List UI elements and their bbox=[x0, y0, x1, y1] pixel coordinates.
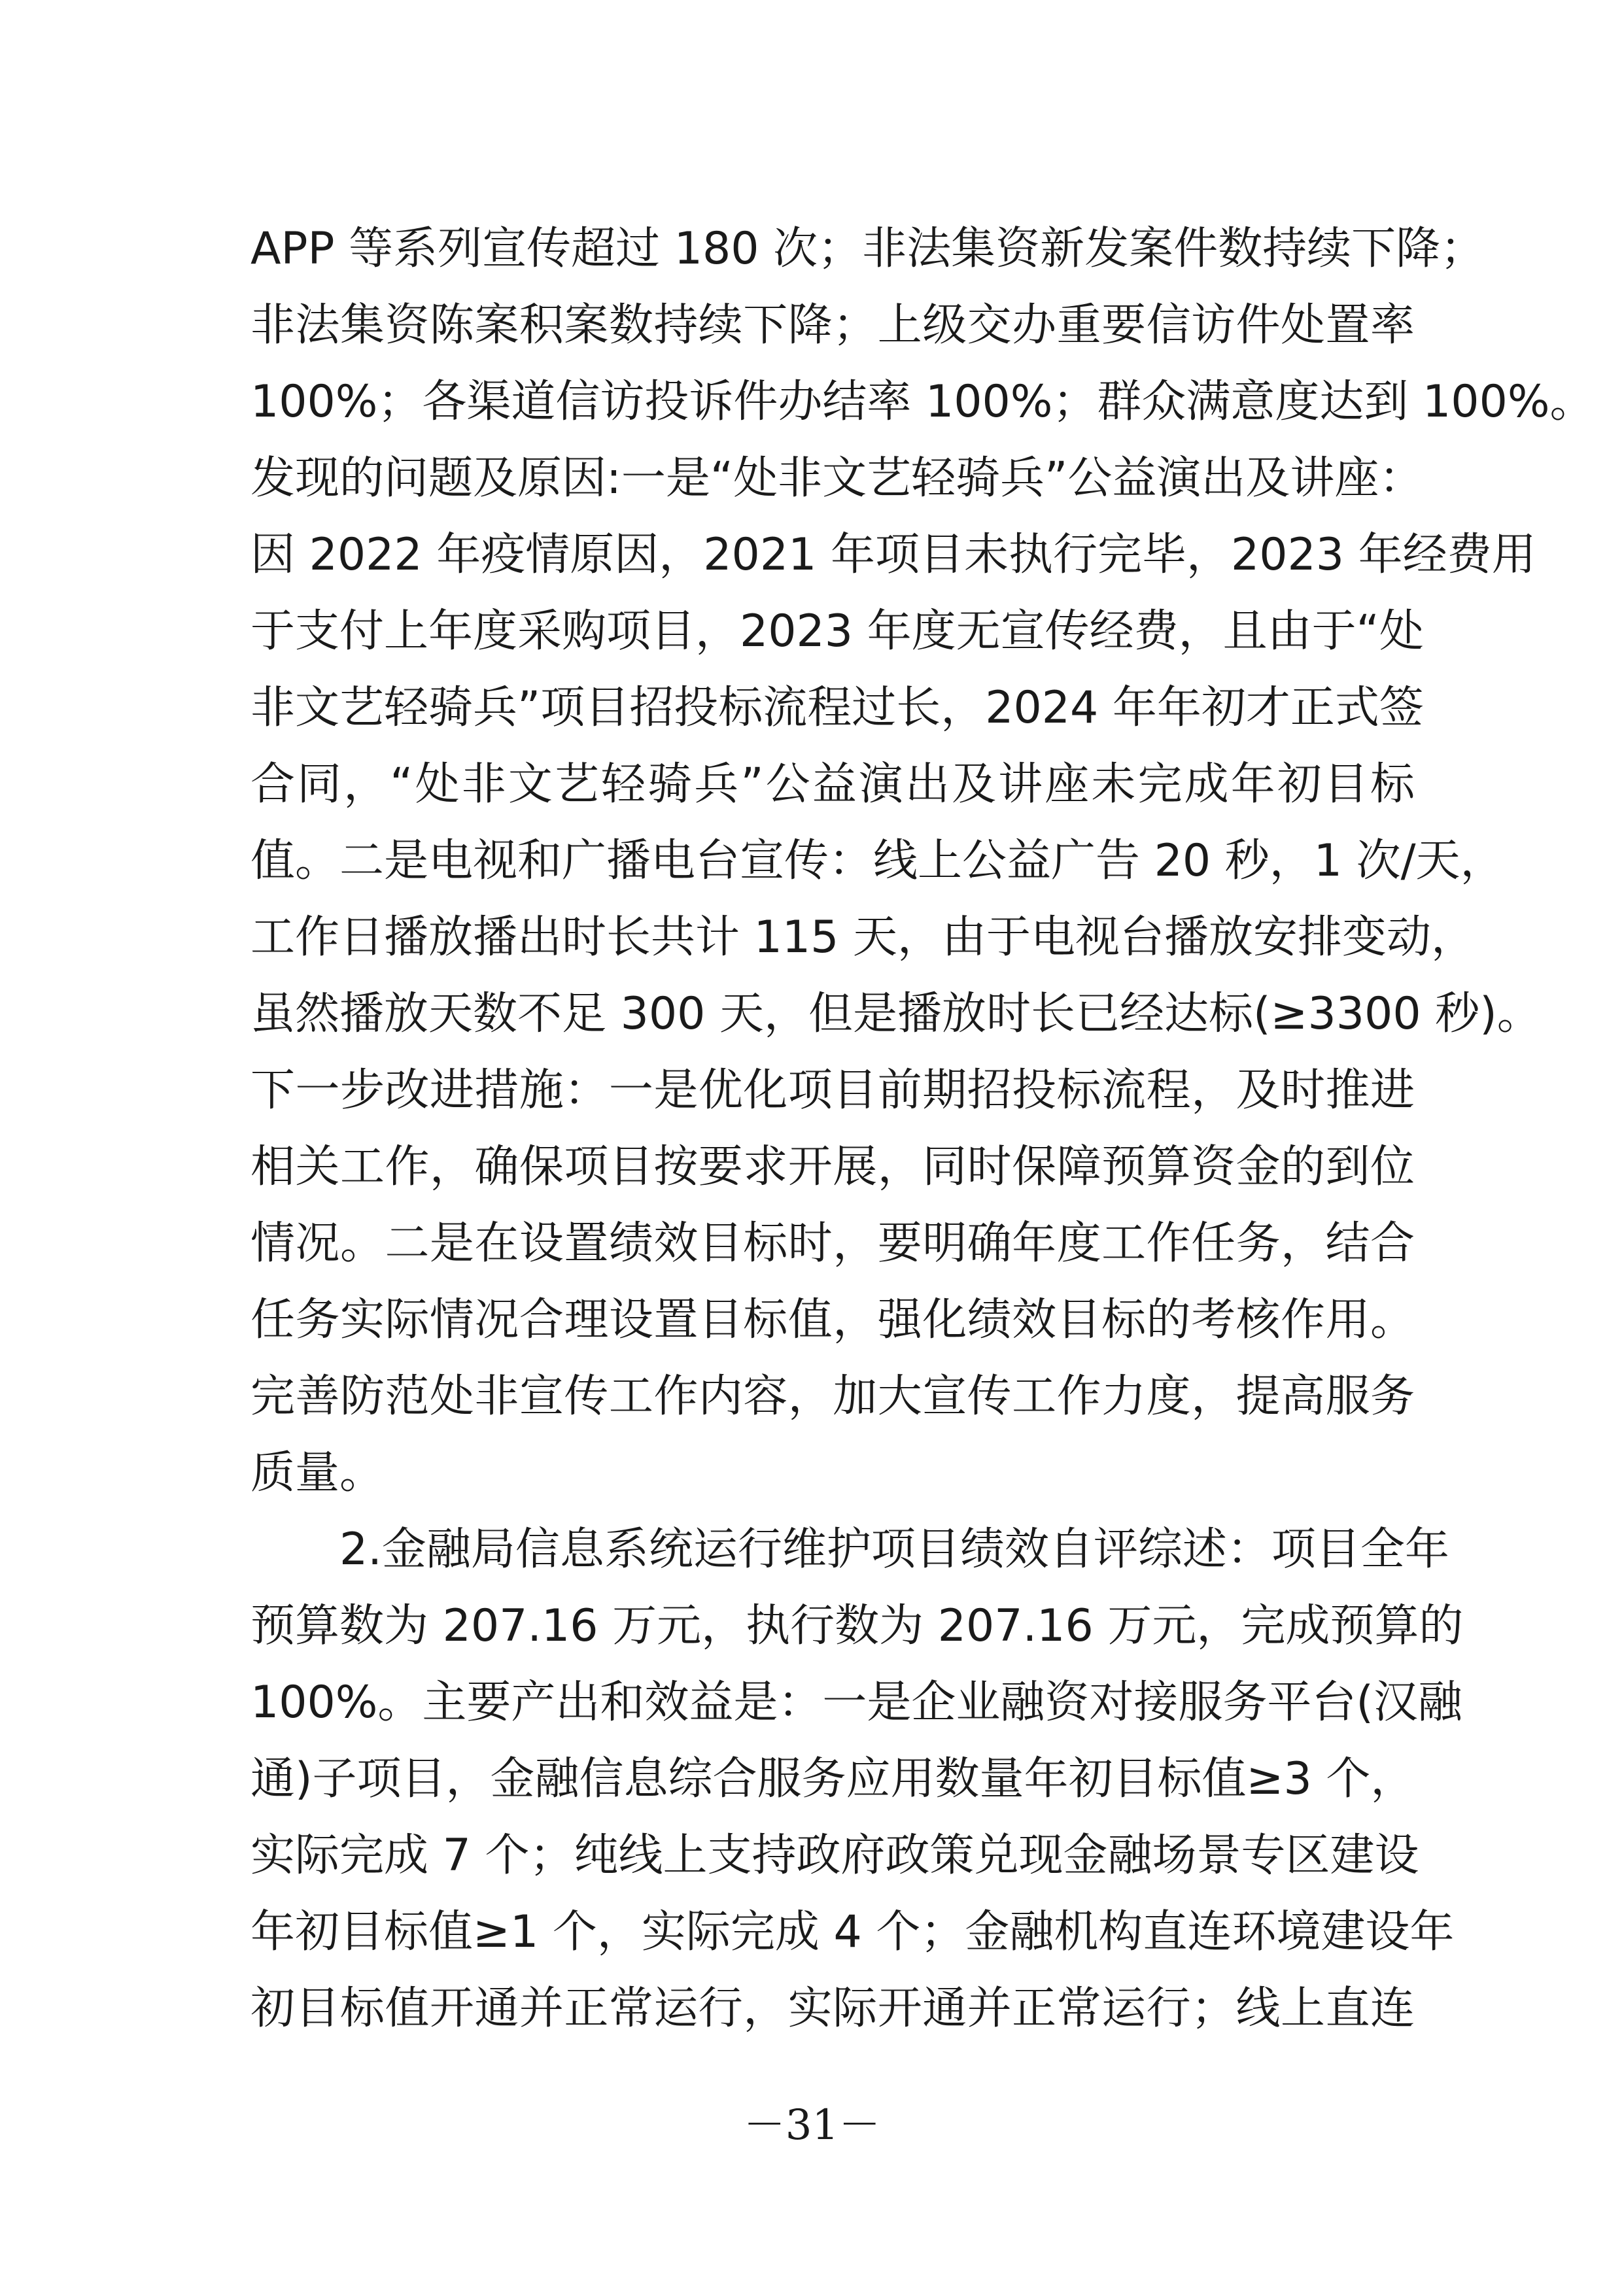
text-line: 合同，“处非文艺轻骑兵”公益演出及讲座未完成年初目标 bbox=[251, 759, 1415, 810]
text-line: 通)子项目，金融信息综合服务应用数量年初目标值≥3 个， bbox=[251, 1753, 1415, 1805]
text-line: 发现的问题及原因:一是“处非文艺轻骑兵”公益演出及讲座： bbox=[251, 453, 1424, 504]
page-number: －31－ bbox=[743, 2101, 881, 2150]
text-line: 任务实际情况合理设置目标值，强化绩效目标的考核作用。 bbox=[251, 1294, 1415, 1346]
text-line: 值。二是电视和广播电台宣传：线上公益广告 20 秒，1 次/天， bbox=[251, 835, 1505, 887]
text-line: 100%。主要产出和效益是：一是企业融资对接服务平台(汉融 bbox=[251, 1677, 1462, 1728]
text-line: 工作日播放播出时长共计 115 天，由于电视台播放安排变动， bbox=[251, 912, 1476, 963]
text-line: 因 2022 年疫情原因，2021 年项目未执行完毕，2023 年经费用 bbox=[251, 529, 1536, 581]
text-line: 质量。 bbox=[251, 1447, 385, 1499]
text-line: 非法集资陈案积案数持续下降；上级交办重要信访件处置率 bbox=[251, 300, 1415, 351]
text-line: 初目标值开通并正常运行，实际开通并正常运行；线上直连 bbox=[251, 1983, 1415, 2034]
text-line: 完善防范处非宣传工作内容，加大宣传工作力度，提高服务 bbox=[251, 1371, 1415, 1422]
body-text bbox=[251, 211, 1595, 2047]
text-line: 虽然播放天数不足 300 天，但是播放时长已经达标(≥3300 秒)。 bbox=[251, 988, 1542, 1040]
text-line: 相关工作，确保项目按要求开展，同时保障预算资金的到位 bbox=[251, 1141, 1415, 1193]
text-line: 情况。二是在设置绩效目标时，要明确年度工作任务，结合 bbox=[251, 1218, 1415, 1269]
text-line: 于支付上年度采购项目，2023 年度无宣传经费，且由于“处 bbox=[251, 606, 1424, 657]
text-line: 实际完成 7 个；纯线上支持政府政策兑现金融场景专区建设 bbox=[251, 1830, 1419, 1881]
text-line: 2.金融局信息系统运行维护项目绩效自评综述：项目全年 bbox=[339, 1524, 1449, 1575]
text-line: 预算数为 207.16 万元，执行数为 207.16 万元，完成预算的 bbox=[251, 1600, 1464, 1652]
text-line: APP 等系列宣传超过 180 次；非法集资新发案件数持续下降； bbox=[251, 223, 1485, 275]
text-line: 100%；各渠道信访投诉件办结率 100%；群众满意度达到 100%。 bbox=[251, 376, 1595, 428]
text-line: 非文艺轻骑兵”项目招投标流程过长，2024 年年初才正式签 bbox=[251, 682, 1424, 734]
text-line: 下一步改进措施：一是优化项目前期招投标流程，及时推进 bbox=[251, 1065, 1415, 1116]
text-line: 年初目标值≥1 个，实际完成 4 个；金融机构直连环境建设年 bbox=[251, 1906, 1455, 1958]
